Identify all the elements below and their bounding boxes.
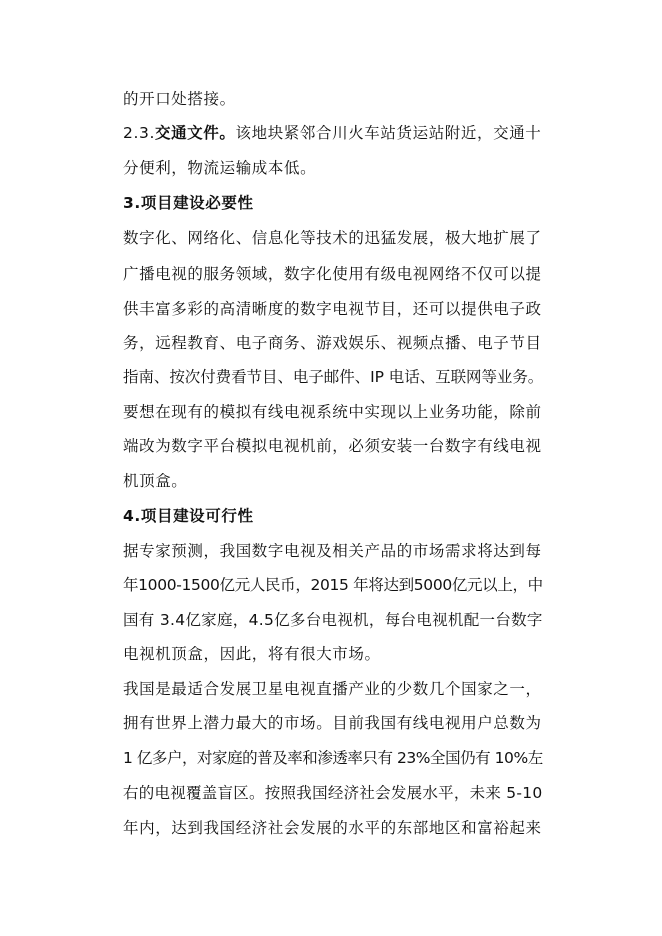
text-line: 国有 3.4亿家庭，4.5亿多台电视机，每台电视机配一台数字 [123, 611, 543, 629]
text-line: 数字化、网络化、信息化等技术的迅猛发展，极大地扩展了 [123, 229, 542, 247]
text-line: 我国是最适合发展卫星电视直播产业的少数几个国家之一， [123, 680, 542, 698]
section-heading: 3.项目建设必要性 [123, 194, 254, 212]
text-line: 据专家预测，我国数字电视及相关产品的市场需求将达到每 [123, 542, 542, 560]
text-line: 指南、按次付费看节目、电子邮件、IP 电话、互联网等业务。 [123, 368, 544, 386]
text-line: 右的电视覆盖盲区。按照我国经济社会发展水平，未来 5-10 [123, 784, 543, 802]
text-line: 端改为数字平台模拟电视机前，必须安装一台数字有线电视 [123, 437, 542, 455]
inline-bold-term: 交通文件。 [154, 124, 236, 142]
text-line: 的开口处搭接。 [123, 90, 236, 108]
text-line: 2.3.交通文件。该地块紧邻合川火车站货运站附近，交通十 [123, 124, 542, 142]
text-line: 年1000-1500亿元人民币，2015 年将达到5000亿元以上，中 [123, 576, 543, 594]
text-line: 1 亿多户，对家庭的普及率和渗透率只有 23%全国仍有 10%左 [123, 749, 543, 767]
text-line: 电视机顶盒，因此，将有很大市场。 [123, 645, 381, 663]
section-heading: 4.项目建设可行性 [123, 507, 254, 525]
text-line: 广播电视的服务领域，数字化使用有级电视网络不仅可以提 [123, 265, 542, 283]
text-line: 供丰富多彩的高清晰度的数字电视节目，还可以提供电子政 [123, 300, 542, 318]
text-line: 分便利，物流运输成本低。 [123, 159, 317, 177]
text-line: 机顶盒。 [123, 472, 188, 490]
text-line: 年内，达到我国经济社会发展的水平的东部地区和富裕起来 [123, 819, 542, 837]
text-line: 拥有世界上潜力最大的市场。目前我国有线电视用户总数为 [123, 714, 542, 732]
text-line: 务，远程教育、电子商务、游戏娱乐、视频点播、电子节目 [123, 334, 542, 352]
text-line: 要想在现有的模拟有线电视系统中实现以上业务功能，除前 [123, 403, 542, 421]
